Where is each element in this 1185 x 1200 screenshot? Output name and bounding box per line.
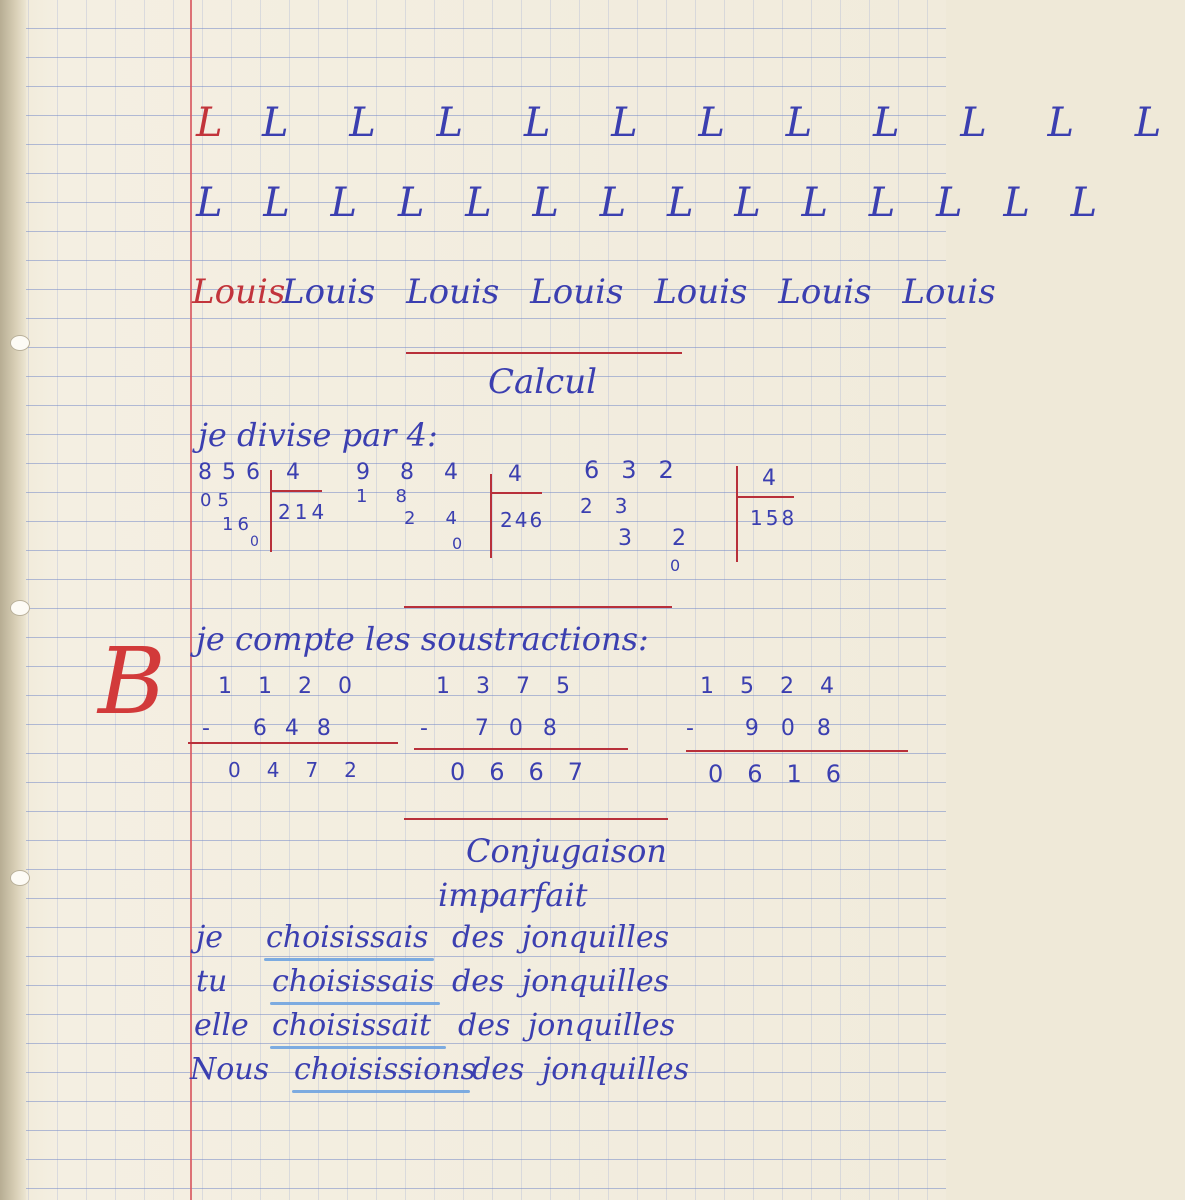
- binder-hole: [10, 600, 30, 616]
- division-2-step: 0: [452, 534, 463, 553]
- division-1-bar: [270, 470, 272, 552]
- conjugation-verb: choisissais: [272, 964, 435, 999]
- division-2-step: 18: [356, 486, 435, 507]
- subtraction-2-top: 1375: [436, 674, 596, 699]
- section-divider: [404, 606, 672, 608]
- letter-l-model: L: [196, 100, 223, 146]
- conjugation-complement: des jonquilles: [472, 1052, 690, 1087]
- section-divider: [406, 352, 682, 354]
- division-2-quotient: 246: [500, 508, 545, 532]
- verb-underline: [292, 1090, 470, 1093]
- division-3-step: 32: [618, 526, 726, 551]
- margin-line: [190, 0, 192, 1200]
- letter-l-row-2: L L L L L L L L L L L L L L: [196, 180, 1112, 226]
- division-2-bar: [490, 474, 492, 558]
- subtraction-3-line: [686, 750, 908, 752]
- subtraction-2-result: 0667: [450, 758, 608, 786]
- division-1-step: 16: [222, 514, 253, 535]
- division-2-step: 24: [404, 508, 487, 529]
- division-3-bar: [736, 466, 738, 562]
- louis-model: Louis: [192, 272, 286, 312]
- verb-underline: [264, 958, 434, 961]
- division-1-line: [270, 490, 322, 492]
- calcul-instruction: je divise par 4:: [198, 416, 438, 454]
- subtraction-3-top: 1524: [700, 674, 860, 699]
- conjugation-verb: choisissait: [272, 1008, 432, 1043]
- louis-row: Louis Louis Louis Louis Louis Louis: [282, 272, 996, 312]
- division-2-line: [490, 492, 542, 494]
- letter-l-row-1: L L L L L L L L L L L: [262, 100, 1185, 146]
- division-2-dividend: 984: [356, 460, 488, 485]
- conjugation-verb: choisissais: [266, 920, 429, 955]
- division-1-quotient: 214: [278, 500, 329, 524]
- conjugation-pronoun: Nous: [190, 1052, 270, 1087]
- conjugation-complement: des jonquilles: [452, 964, 670, 999]
- subtraction-2-bottom: - 708: [420, 716, 577, 741]
- binder-hole: [10, 335, 30, 351]
- division-1-divisor: 4: [286, 460, 300, 485]
- division-3-quotient: 158: [750, 506, 798, 530]
- grade-mark: B: [98, 628, 166, 735]
- conjugation-verb: choisissions: [294, 1052, 476, 1087]
- conjugation-complement: des jonquilles: [458, 1008, 676, 1043]
- verb-underline: [270, 1002, 440, 1005]
- section-title-conjugaison: Conjugaison: [466, 832, 667, 870]
- division-1-step: 05: [200, 490, 235, 511]
- division-3-line: [736, 496, 794, 498]
- conjugation-pronoun: tu: [196, 964, 228, 999]
- division-3-dividend: 632: [584, 456, 696, 484]
- division-3-step: 0: [670, 556, 681, 575]
- subtraction-1-top: 1120: [218, 674, 378, 699]
- conjugation-pronoun: je: [196, 920, 224, 955]
- subtraction-1-result: 0472: [228, 758, 383, 782]
- subtraction-1-line: [188, 742, 398, 744]
- verb-underline: [270, 1046, 446, 1049]
- conjugation-complement: des jonquilles: [452, 920, 670, 955]
- division-1-dividend: 856: [198, 460, 270, 485]
- subtraction-2-line: [414, 748, 628, 750]
- tense-title: imparfait: [438, 876, 588, 914]
- subtraction-3-result: 0616: [708, 760, 866, 788]
- binder-hole: [10, 870, 30, 886]
- division-1-step: 0: [250, 534, 259, 550]
- conjugation-pronoun: elle: [194, 1008, 249, 1043]
- division-3-step: 23: [580, 494, 650, 518]
- subtraction-1-bottom: - 648: [202, 716, 349, 741]
- section-title-calcul: Calcul: [488, 362, 597, 402]
- division-3-divisor: 4: [762, 466, 776, 491]
- subtraction-3-bottom: - 908: [686, 716, 853, 741]
- division-2-divisor: 4: [508, 462, 522, 487]
- section-divider: [404, 818, 668, 820]
- soustractions-instruction: je compte les soustractions:: [196, 620, 649, 658]
